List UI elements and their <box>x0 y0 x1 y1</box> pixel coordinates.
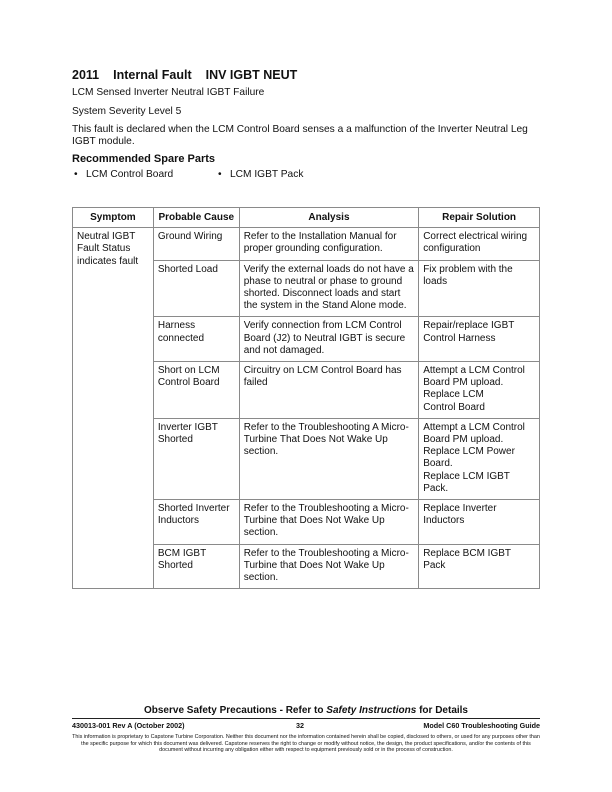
cause-cell: Shorted Inverter Inductors <box>153 500 239 545</box>
solution-cell: Correct electrical wiring configuration <box>419 228 540 260</box>
analysis-cell: Refer to the Installation Manual for proper grounding configuration. <box>239 228 419 260</box>
bullet-icon: • <box>74 169 78 180</box>
column-header-probable-cause: Probable Cause <box>153 208 239 228</box>
analysis-cell: Refer to the Troubleshooting A Micro- Turbine That Does Not Wake Up section. <box>239 418 419 499</box>
symptom-cell: Neutral IGBT Fault Status indicates fault <box>73 228 154 589</box>
fault-code: 2011 <box>72 68 100 82</box>
solution-cell: Attempt a LCM Control Board PM upload. Replace LCM Control Board <box>419 362 540 419</box>
solution-cell: Replace Inverter Inductors <box>419 500 540 545</box>
safety-instructions-reference: Safety Instructions <box>326 705 417 716</box>
spare-parts-heading: Recommended Spare Parts <box>72 153 216 165</box>
safety-note: Observe Safety Precautions - Refer to Safety Instructions for Details <box>143 705 468 716</box>
spare-part-item: • LCM Control Board <box>74 169 174 180</box>
solution-cell: Fix problem with the loads <box>419 260 540 317</box>
analysis-cell: Refer to the Troubleshooting a Micro- Turbine that Does Not Wake Up section. <box>239 544 419 589</box>
column-header-analysis: Analysis <box>239 208 419 228</box>
solution-cell: Repair/replace IGBT Control Harness <box>419 317 540 362</box>
bullet-icon: • <box>218 169 222 180</box>
column-header-repair-solution: Repair Solution <box>419 208 540 228</box>
solution-cell: Attempt a LCM Control Board PM upload. Replace LCM Power Board. Replace LCM IGBT Pack. <box>419 418 540 499</box>
severity-level: System Severity Level 5 <box>72 106 182 117</box>
fault-name: INV IGBT NEUT <box>205 68 298 82</box>
document-number: 430013-001 Rev A (October 2002) <box>72 721 185 730</box>
table-header-row <box>73 208 540 228</box>
page-number: 32 <box>296 721 304 730</box>
analysis-cell: Circuitry on LCM Control Board has failed <box>239 362 419 419</box>
guide-title: Model C60 Troubleshooting Guide <box>423 721 540 730</box>
cause-cell: Harness connected <box>153 317 239 362</box>
proprietary-disclaimer: This information is proprietary to Capstone Turbine Corporation. Neither this document nor the information contained herein shall be copied, disclosed to others, or used for any purposes other than the specific purpose for which this document was delivered. Capstone reserves the right to change or modify without notice, the design, the product specifications, and/or the contents of this document without incurring any obligation either with respect to equipment previously sold or in the process of construction. <box>72 734 540 754</box>
fault-category: Internal Fault <box>113 68 192 82</box>
analysis-cell: Verify the external loads do not have a phase to neutral or phase to ground shorted. Disconnect loads and start the system in the Stand Alone mode. <box>239 260 419 317</box>
cause-cell: Shorted Load <box>153 260 239 317</box>
solution-cell: Replace BCM IGBT Pack <box>419 544 540 589</box>
fault-subtitle: LCM Sensed Inverter Neutral IGBT Failure <box>72 87 265 98</box>
cause-cell: Inverter IGBT Shorted <box>153 418 239 499</box>
page-title <box>72 68 311 82</box>
table-row <box>73 228 540 260</box>
cause-cell: Short on LCM Control Board <box>153 362 239 419</box>
cause-cell: BCM IGBT Shorted <box>153 544 239 589</box>
cause-cell: Ground Wiring <box>153 228 239 260</box>
column-header-symptom: Symptom <box>73 208 154 228</box>
troubleshooting-table <box>72 207 540 589</box>
analysis-cell: Verify connection from LCM Control Board (J2) to Neutral IGBT is secure and not damaged. <box>239 317 419 362</box>
spare-part-item: • LCM IGBT Pack <box>218 169 304 180</box>
analysis-cell: Refer to the Troubleshooting a Micro- Turbine that Does Not Wake Up section. <box>239 500 419 545</box>
footer-divider <box>72 718 540 719</box>
fault-description: This fault is declared when the LCM Control Board senses a a malfunction of the Inverter Neutral Leg IGBT module. <box>72 124 528 147</box>
